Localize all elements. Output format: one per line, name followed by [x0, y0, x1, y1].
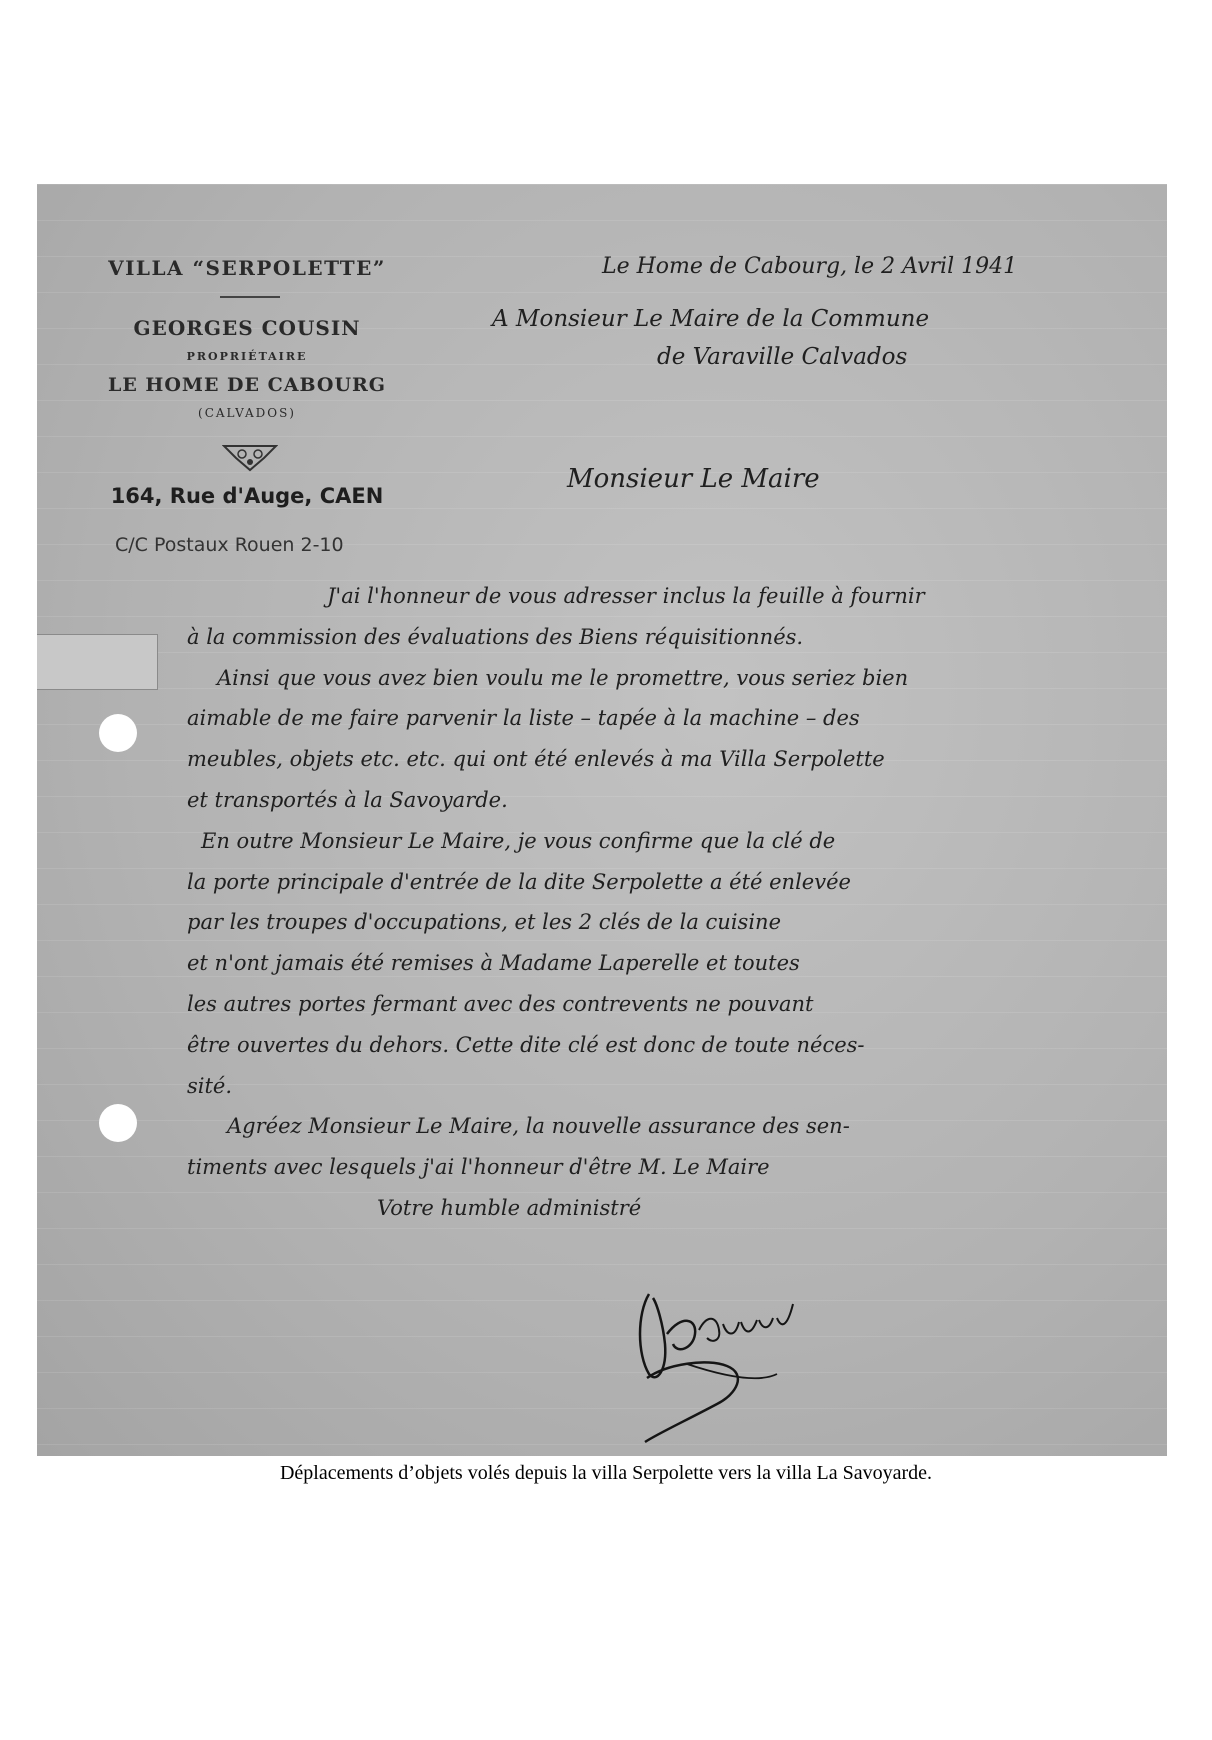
body-line: à la commission des évaluations des Biens réquisitionnés.	[187, 624, 804, 649]
letter-body	[187, 576, 1167, 1229]
letterhead-rule	[220, 296, 280, 298]
body-line: et n'ont jamais été remises à Madame Laperelle et toutes	[187, 951, 800, 976]
body-line: Votre humble administré	[377, 1195, 642, 1220]
letterhead-region: (CALVADOS)	[198, 406, 296, 420]
body-line: et transportés à la Savoyarde.	[187, 787, 508, 812]
figure-caption: Déplacements d’objets volés depuis la villa Serpolette vers la villa La Savoyarde.	[279, 1462, 933, 1484]
letterhead-villa: VILLA “SERPOLETTE”	[108, 256, 386, 280]
body-line: aimable de me faire parvenir la liste – tapée à la machine – des	[187, 706, 860, 731]
body-line: être ouvertes du dehors. Cette dite clé est donc de toute néces-	[187, 1032, 865, 1057]
body-line: les autres portes fermant avec des contrevents ne pouvant	[187, 991, 814, 1016]
recipient-line-2: de Varaville Calvados	[657, 344, 908, 370]
letterhead-role: PROPRIÉTAIRE	[186, 350, 308, 363]
signature-image	[627, 1274, 827, 1444]
letterhead-postal: C/C Postaux Rouen 2-10	[115, 534, 344, 556]
body-line: la porte principale d'entrée de la dite Serpolette a été enlevée	[187, 869, 851, 894]
recipient-line-1: A Monsieur Le Maire de la Commune	[492, 306, 930, 332]
letter-scan	[37, 184, 1167, 1456]
body-line: meubles, objets etc. etc. qui ont été enlevés à ma Villa Serpolette	[187, 747, 885, 772]
body-line: sité.	[187, 1073, 233, 1098]
letterhead-owner: GEORGES COUSIN	[133, 316, 361, 340]
body-line: Agréez Monsieur Le Maire, la nouvelle assurance des sen-	[227, 1114, 850, 1139]
salutation: Monsieur Le Maire	[567, 464, 820, 494]
ornament-icon	[222, 442, 278, 472]
letterhead-place: LE HOME DE CABOURG	[107, 374, 387, 396]
date-line: Le Home de Cabourg, le 2 Avril 1941	[602, 254, 1018, 279]
body-line: Ainsi que vous avez bien voulu me le promettre, vous seriez bien	[217, 665, 909, 690]
punch-hole-bottom	[99, 1104, 137, 1142]
punch-hole-top	[99, 714, 137, 752]
body-line: par les troupes d'occupations, et les 2 clés de la cuisine	[187, 910, 781, 935]
body-line: timents avec lesquels j'ai l'honneur d'être M. Le Maire	[187, 1155, 770, 1180]
paper-tab	[37, 634, 158, 690]
letterhead-address: 164, Rue d'Auge, CAEN	[110, 484, 384, 508]
body-line: J'ai l'honneur de vous adresser inclus la feuille à fournir	[327, 584, 925, 608]
body-line: En outre Monsieur Le Maire, je vous confirme que la clé de	[201, 828, 836, 853]
